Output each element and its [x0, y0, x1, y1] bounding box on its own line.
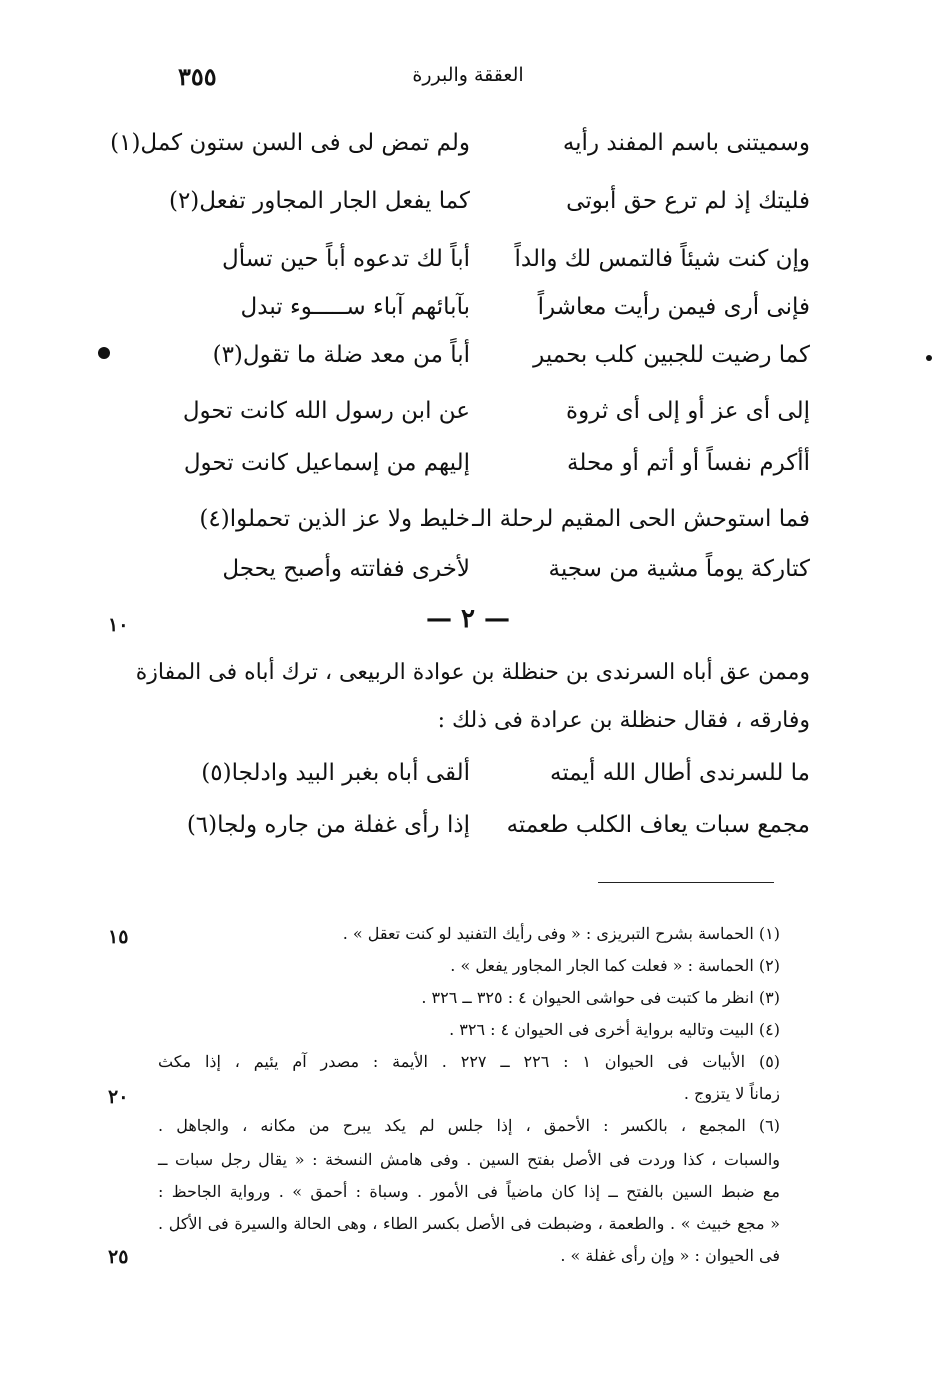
hemistich-second: إذا رأى غفلة من جاره ولجا(٦) [186, 812, 470, 838]
hemistich-first: إلى أى عز أو إلى أى ثروة [566, 398, 810, 424]
verse-line [160, 812, 810, 870]
hemistich-second: عن ابن رسول الله كانت تحول [182, 398, 470, 424]
hemistich-second: أباً لك تدعوه أباً حين تسأل [222, 246, 470, 272]
hemistich-first: فليتك إذ لم ترع حق أبوتى [566, 188, 810, 214]
page-number: ٣٥٥ [178, 62, 217, 91]
running-title: العققة والبررة [412, 64, 524, 86]
hemistich-first: كما رضيت للجبين كلب بحمير [533, 342, 810, 368]
verse-line [160, 760, 810, 818]
verse-line [160, 450, 810, 508]
prose-line: وممن عق أباه السرندى بن حنظلة بن عوادة الربيعى ، ترك أباه فى المفازة [135, 660, 810, 685]
footnote: (٣) انظر ما كتبت فى حواشى الحيوان ٤ : ٣٢٥ ــ ٣٢٦ . [421, 988, 780, 1007]
hemistich-first: ما للسرندى أطال الله أيمته [550, 760, 810, 786]
hemistich-second: خليط ولا عز الذين تحملوا(٤) [199, 506, 470, 532]
footnote-continuation: فى الحيوان : « وإن رأى غفلة » . [560, 1246, 780, 1265]
margin-dot [98, 347, 110, 359]
hemistich-first: فما استوحش الحى المقيم لرحلة الـ [472, 506, 810, 532]
hemistich-first: فإنى أرى فيمن رأيت معاشراً [537, 294, 810, 320]
hemistich-second: كما يفعل الجار المجاور تفعل(٢) [168, 188, 470, 214]
prose-line: وفارقه ، فقال حنظلة بن عرادة فى ذلك : [437, 708, 810, 733]
section-marker: — ٢ — [425, 604, 511, 634]
margin-line-number: ٢٥ [108, 1246, 129, 1268]
verse-line [160, 342, 810, 400]
footnote-continuation: « مجع خبيث » . والطعمة ، وضبطت فى الأصل بكسر الطاء ، وهى الحالة والسيرة فى الأكل . [158, 1214, 781, 1233]
hemistich-second: أباً من معد ضلة ما تقول(٣) [212, 342, 470, 368]
footnote: (٢) الحماسة : « فعلت كما الجار المجاور يفعل » . [450, 956, 780, 975]
footnote-rule [598, 882, 774, 883]
footnote: (٦) المجمع ، بالكسر : الأحمق ، إذا جلس لم يكد يبرح من مكانه ، والجاهل . [158, 1116, 780, 1135]
hemistich-first: أأكرم نفساً أو أتم أو محلة [567, 450, 810, 476]
margin-line-number: ٢٠ [108, 1086, 129, 1108]
hemistich-second: ألقى أباه بغبر البيد وادلجا(٥) [201, 760, 470, 786]
hemistich-second: ولم تمض لى فى السن ستون كمل(١) [110, 130, 470, 156]
footnote: (٤) البيت وتاليه برواية أخرى فى الحيوان ٤ : ٣٢٦ . [449, 1020, 780, 1039]
hemistich-first: كتاركة يوماً مشية من سجية [548, 556, 810, 582]
hemistich-second: إليهم من إسماعيل كانت تحول [183, 450, 470, 476]
hemistich-second: لأخرى ففاتته وأصبح يحجل [222, 556, 470, 582]
footnote-continuation: والسبات ، كذا وردت فى الأصل بفتح السين . وفى هامش النسخة : « يقال رجل سبات ــ [158, 1150, 780, 1169]
hemistich-first: مجمع سبات يعاف الكلب طعمته [506, 812, 810, 838]
margin-line-number: ١٠ [108, 614, 129, 636]
margin-dot-right [926, 355, 932, 361]
footnote-continuation: مع ضبط السين بالفتح ــ إذا كان ماضياً فى الأمور . وسباة : أحمق » . ورواية الجاحظ : [158, 1182, 780, 1201]
verse-line [160, 398, 810, 456]
verse-line [160, 188, 810, 246]
hemistich-first: وسميتنى باسم المفند رأيه [562, 130, 810, 156]
hemistich-first: وإن كنت شيئاً فالتمس لك والداً [514, 246, 810, 272]
footnote-continuation: زماناً لا يتزوج . [683, 1084, 780, 1103]
footnote: (١) الحماسة بشرح التبريزى : « وفى رأيك التفنيد لو كنت تعقل » . [342, 924, 780, 943]
margin-line-number: ١٥ [108, 926, 129, 948]
hemistich-second: بآبائهم آباء ســـــوء تبدل [240, 294, 470, 320]
footnote: (٥) الأبيات فى الحيوان ١ : ٢٢٦ ــ ٢٢٧ . الأيمة : مصدر آم يئيم ، إذا مكث [158, 1052, 781, 1071]
verse-line [110, 130, 810, 188]
